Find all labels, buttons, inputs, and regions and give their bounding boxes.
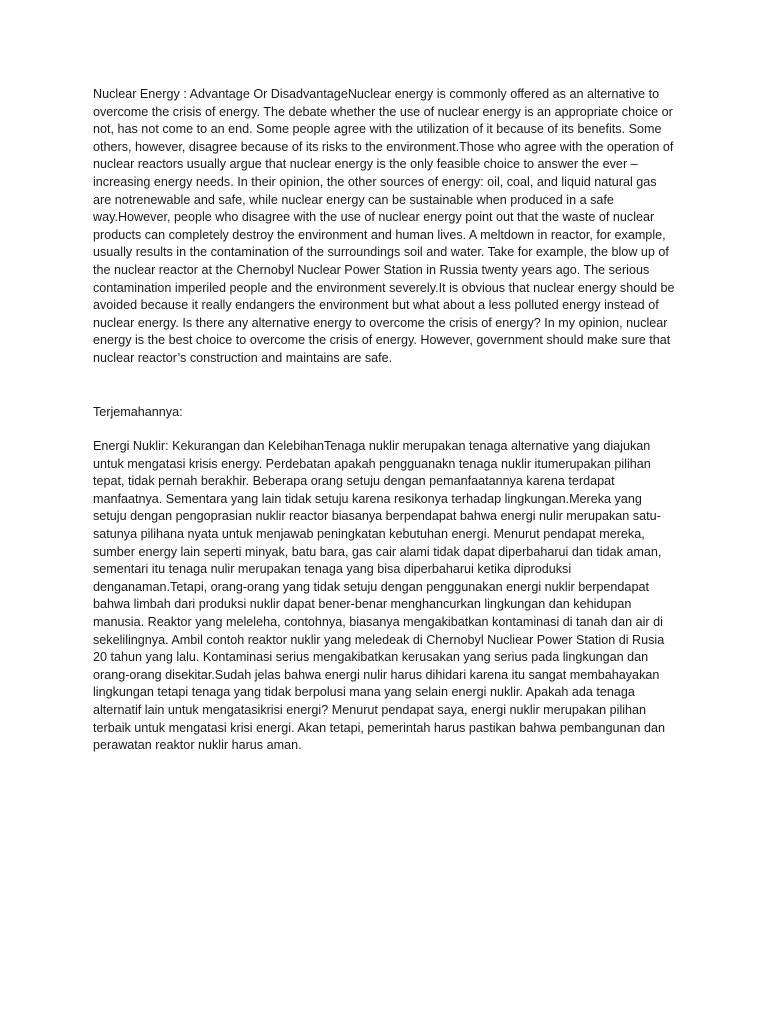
indonesian-paragraph: Energi Nuklir: Kekurangan dan KelebihanTenaga nuklir merupakan tenaga alternative yang diajukan untuk mengatasi krisis energy. Perdebatan apakah pengguanakn tenaga nuklir itumerupakan pilihan tepat, tidak pernah berakhir. Beberapa orang setuju dengan pemanfaatannya karena terdapat manfaatnya. Sementara yang lain tidak setuju karena resikonya terhadap lingkungan.Mereka yang setuju dengan pengoprasian nuklir reactor biasanya berpendapat bahwa energi nulir merupakan satu-satunya pilihana nyata untuk menjawab peningkatan kebutuhan energi. Menurut pendapat mereka, sumber energy lain seperti minyak, batu bara, gas cair alami tidak dapat diperbaharui dan tidak aman, sementari itu tenaga nulir merupakan tenaga yang bisa diperbaharui ketika diproduksi denganaman.Tetapi, orang-orang yang tidak setuju dengan penggunakan energi nuklir berpendapat bahwa limbah dari produksi nuklir dapat bener-benar menghancurkan lingkungan dan kehidupan manusia. Reaktor yang meleleha, contohnya, biasanya mengakibatkan kontaminasi di tanah dan air di sekelilingnya. Ambil contoh reaktor nuklir yang meledeak di Chernobyl Nucliear Power Station di Rusia 20 tahun yang lalu. Kontaminasi serius mengakibatkan kerusakan yang serius pada lingkungan dan orang-orang disekitar.Sudah jelas bahwa energi nulir harus dihidari karena itu sangat membahayakan lingkungan tetapi tenaga yang tidak berpolusi mana yang selain energi nuklir. Apakah ada tenaga alternatif lain untuk mengatasikrisi energi? Menurut pendapat saya, energi nuklir merupakan pilihan terbaik untuk mengatasi krisi energi. Akan tetapi, pemerintah harus pastikan bahwa pembangunan dan perawatan reaktor nuklir harus aman. <box>93 439 665 753</box>
english-paragraph: Nuclear Energy : Advantage Or DisadvantageNuclear energy is commonly offered as an alternative to overcome the crisis of energy. The debate whether the use of nuclear energy is an appropriate choice or not, has not come to an end. Some people agree with the utilization of it because of its benefits. Some others, however, disagree because of its risks to the environment.Those who agree with the operation of nuclear reactors usually argue that nuclear energy is the only feasible choice to answer the ever – increasing energy needs. In their opinion, the other sources of energy: oil, coal, and liquid natural gas are notrenewable and safe, while nuclear energy can be sustainable when produced in a safe way.However, people who disagree with the use of nuclear energy point out that the waste of nuclear products can completely destroy the environment and human lives. A meltdown in reactor, for example, usually results in the contamination of the surroundings soil and water. Take for example, the blow up of the nuclear reactor at the Chernobyl Nuclear Power Station in Russia twenty years ago. The serious contamination imperiled people and the environment severely.It is obvious that nuclear energy should be avoided because it really endangers the environment but what about a less polluted energy instead of nuclear energy. Is there any alternative energy to overcome the crisis of energy? In my opinion, nuclear energy is the best choice to overcome the crisis of energy. However, government should make sure that nuclear reactor’s construction and maintains are safe. <box>93 87 675 365</box>
document-page <box>93 86 677 755</box>
heading-spacer <box>93 421 677 438</box>
paragraph-spacer <box>93 368 677 404</box>
translation-heading: Terjemahannya: <box>93 404 183 419</box>
